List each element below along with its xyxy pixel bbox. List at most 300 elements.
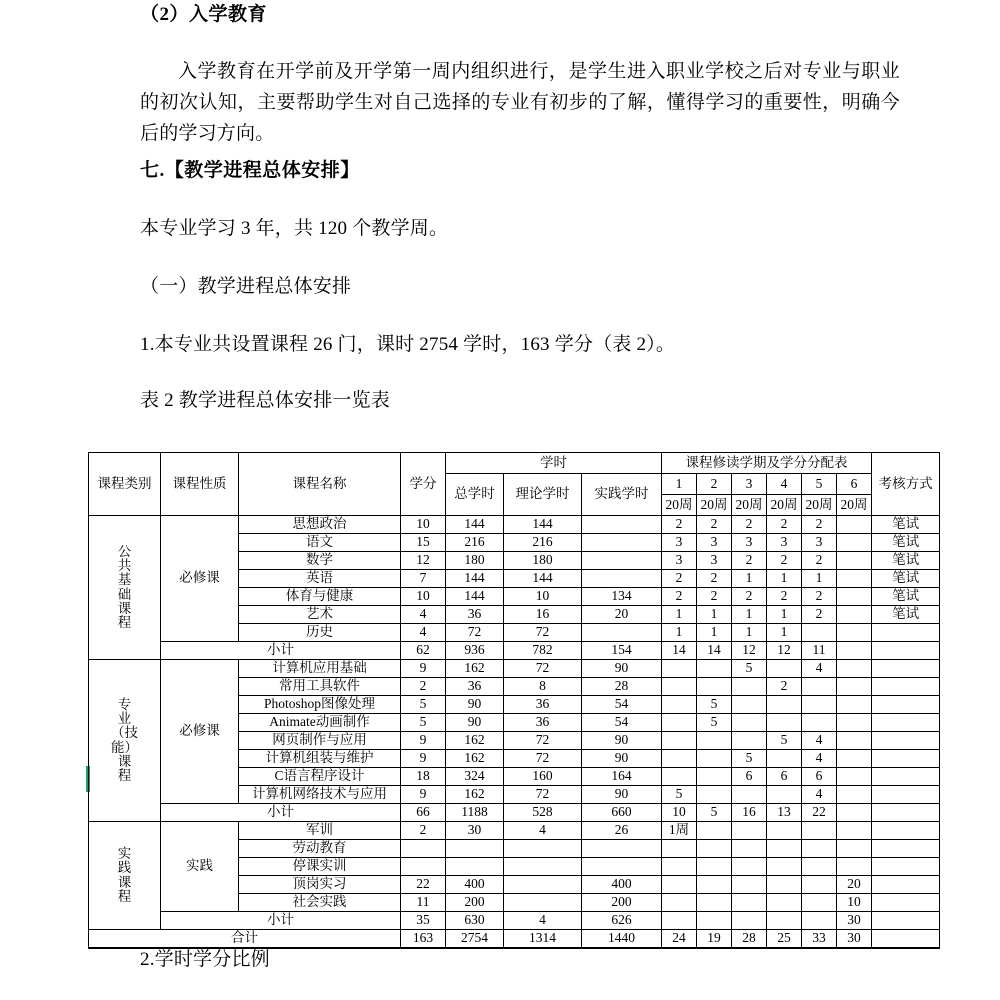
cell-subtotal-theory-hours: 782 xyxy=(504,642,582,660)
cell-semester-5: 4 xyxy=(802,660,837,678)
cell-subtotal-practice-hours: 660 xyxy=(582,804,662,822)
cell-semester-3 xyxy=(732,894,767,912)
cell-assessment: 笔试 xyxy=(872,606,940,624)
cell-credits: 5 xyxy=(401,714,446,732)
cell-semester-6 xyxy=(837,570,872,588)
cell-course-name: 计算机应用基础 xyxy=(239,660,401,678)
cell-semester-1 xyxy=(662,714,697,732)
cell-theory-hours xyxy=(504,876,582,894)
header-weeks-1: 20周 xyxy=(662,495,697,516)
cell-semester-2: 3 xyxy=(697,552,732,570)
cell-total-hours: 162 xyxy=(446,732,504,750)
cell-semester-2: 5 xyxy=(697,696,732,714)
cell-assessment xyxy=(872,624,940,642)
cell-course-name: Animate动画制作 xyxy=(239,714,401,732)
cell-semester-5 xyxy=(802,822,837,840)
cell-subtotal-credits: 35 xyxy=(401,912,446,930)
cell-semester-6 xyxy=(837,678,872,696)
cell-semester-1 xyxy=(662,660,697,678)
cell-total-hours: 216 xyxy=(446,534,504,552)
cell-theory-hours: 36 xyxy=(504,696,582,714)
cell-semester-1: 2 xyxy=(662,588,697,606)
cell-credits: 15 xyxy=(401,534,446,552)
cell-credits: 7 xyxy=(401,570,446,588)
cell-assessment xyxy=(872,876,940,894)
header-nature: 课程性质 xyxy=(161,453,239,516)
cell-semester-5: 2 xyxy=(802,588,837,606)
cell-credits: 9 xyxy=(401,786,446,804)
cell-theory-hours: 144 xyxy=(504,516,582,534)
table-caption: 表 2 教学进程总体安排一览表 xyxy=(140,390,391,411)
cell-category: 公 共 基 础 课 程 xyxy=(89,516,161,660)
cell-semester-1 xyxy=(662,876,697,894)
cell-semester-2: 1 xyxy=(697,606,732,624)
cell-semester-6 xyxy=(837,714,872,732)
cell-theory-hours: 180 xyxy=(504,552,582,570)
cell-semester-1: 2 xyxy=(662,516,697,534)
cell-semester-3 xyxy=(732,858,767,876)
cell-course-name: 数学 xyxy=(239,552,401,570)
cell-semester-6 xyxy=(837,840,872,858)
cell-semester-4: 2 xyxy=(767,588,802,606)
cell-semester-3 xyxy=(732,678,767,696)
cell-assessment xyxy=(872,822,940,840)
header-weeks-6: 20周 xyxy=(837,495,872,516)
cell-semester-3 xyxy=(732,876,767,894)
header-semester-5: 5 xyxy=(802,474,837,495)
cell-assessment xyxy=(872,714,940,732)
cell-assessment xyxy=(872,660,940,678)
cell-course-name: 语文 xyxy=(239,534,401,552)
cell-subtotal-semester-4 xyxy=(767,912,802,930)
cell-total-hours xyxy=(446,840,504,858)
header-practice-hours: 实践学时 xyxy=(582,474,662,516)
cell-practice-hours: 90 xyxy=(582,786,662,804)
cell-practice-hours: 28 xyxy=(582,678,662,696)
cell-semester-2 xyxy=(697,876,732,894)
cell-semester-2 xyxy=(697,768,732,786)
cell-semester-6 xyxy=(837,624,872,642)
cell-semester-5 xyxy=(802,714,837,732)
cell-semester-1 xyxy=(662,858,697,876)
cell-semester-4 xyxy=(767,840,802,858)
cell-theory-hours: 72 xyxy=(504,732,582,750)
cell-semester-4 xyxy=(767,894,802,912)
course-count-line: 1.本专业共设置课程 26 门，课时 2754 学时，163 学分（表 2）。 xyxy=(140,334,676,355)
cell-subtotal-semester-6: 30 xyxy=(837,912,872,930)
cell-subtotal-semester-1 xyxy=(662,912,697,930)
header-semester-3: 3 xyxy=(732,474,767,495)
cell-credits: 11 xyxy=(401,894,446,912)
cell-semester-4: 2 xyxy=(767,552,802,570)
cell-total-hours: 72 xyxy=(446,624,504,642)
cell-theory-hours xyxy=(504,840,582,858)
cell-practice-hours: 90 xyxy=(582,750,662,768)
cell-practice-hours: 134 xyxy=(582,588,662,606)
cell-subtotal-assessment xyxy=(872,912,940,930)
cell-course-name: 顶岗实习 xyxy=(239,876,401,894)
cell-assessment xyxy=(872,894,940,912)
cell-theory-hours xyxy=(504,858,582,876)
cell-semester-4 xyxy=(767,696,802,714)
cell-practice-hours xyxy=(582,552,662,570)
cell-semester-3 xyxy=(732,786,767,804)
cell-total-semester-2: 19 xyxy=(697,930,732,949)
header-weeks-4: 20周 xyxy=(767,495,802,516)
header-theory-hours: 理论学时 xyxy=(504,474,582,516)
cell-total-hours: 324 xyxy=(446,768,504,786)
cell-theory-hours: 72 xyxy=(504,750,582,768)
cell-subtotal-semester-4: 13 xyxy=(767,804,802,822)
cell-practice-hours xyxy=(582,570,662,588)
chapter-heading: 七.【教学进程总体安排】 xyxy=(140,160,360,181)
cell-subtotal-semester-2: 14 xyxy=(697,642,732,660)
cell-total-hours: 144 xyxy=(446,570,504,588)
table-header xyxy=(89,453,940,516)
cell-theory-hours: 72 xyxy=(504,786,582,804)
cell-semester-5: 2 xyxy=(802,552,837,570)
cell-semester-4 xyxy=(767,750,802,768)
cell-semester-1: 3 xyxy=(662,534,697,552)
cell-semester-1 xyxy=(662,696,697,714)
subtotal-row xyxy=(89,912,940,930)
cell-subtotal-label: 小计 xyxy=(161,804,401,822)
cell-practice-hours xyxy=(582,858,662,876)
cell-total-hours: 400 xyxy=(446,876,504,894)
cell-total-hours: 90 xyxy=(446,714,504,732)
cell-semester-1 xyxy=(662,732,697,750)
cell-semester-1: 1周 xyxy=(662,822,697,840)
cell-semester-1 xyxy=(662,768,697,786)
cell-semester-3 xyxy=(732,840,767,858)
cell-credits: 4 xyxy=(401,624,446,642)
section-paragraph: 入学教育在开学前及开学第一周内组织进行，是学生进入职业学校之后对专业与职业的初次认知，主要帮助学生对自己选择的专业有初步的了解，懂得学习的重要性，明确今后的学习方向。 xyxy=(140,61,900,144)
cell-practice-hours: 54 xyxy=(582,714,662,732)
cell-semester-5: 4 xyxy=(802,732,837,750)
cell-course-name: 网页制作与应用 xyxy=(239,732,401,750)
cell-practice-hours: 200 xyxy=(582,894,662,912)
cell-semester-6 xyxy=(837,858,872,876)
cell-course-name: 社会实践 xyxy=(239,894,401,912)
cell-subtotal-semester-5 xyxy=(802,912,837,930)
cell-semester-2: 5 xyxy=(697,714,732,732)
cell-subtotal-total-hours: 936 xyxy=(446,642,504,660)
cell-total-hours: 144 xyxy=(446,588,504,606)
cell-semester-4: 2 xyxy=(767,678,802,696)
cell-practice-hours: 164 xyxy=(582,768,662,786)
cell-semester-4: 2 xyxy=(767,516,802,534)
cell-semester-3: 1 xyxy=(732,570,767,588)
cell-total-theory-hours: 1314 xyxy=(504,930,582,949)
cell-total-hours: 162 xyxy=(446,786,504,804)
cell-semester-5: 4 xyxy=(802,786,837,804)
cell-course-name: 英语 xyxy=(239,570,401,588)
cell-semester-5 xyxy=(802,678,837,696)
cell-assessment xyxy=(872,786,940,804)
cell-assessment: 笔试 xyxy=(872,570,940,588)
header-semester-4: 4 xyxy=(767,474,802,495)
cell-assessment: 笔试 xyxy=(872,534,940,552)
cell-subtotal-assessment xyxy=(872,642,940,660)
header-semester-2: 2 xyxy=(697,474,732,495)
cell-nature: 必修课 xyxy=(161,516,239,642)
cell-semester-5 xyxy=(802,858,837,876)
cell-subtotal-semester-2: 5 xyxy=(697,804,732,822)
cell-semester-3: 2 xyxy=(732,516,767,534)
cell-semester-4: 1 xyxy=(767,624,802,642)
cell-theory-hours: 144 xyxy=(504,570,582,588)
cell-theory-hours xyxy=(504,894,582,912)
teaching-schedule-table xyxy=(88,452,940,949)
cell-semester-4 xyxy=(767,786,802,804)
cell-course-name: 历史 xyxy=(239,624,401,642)
cell-practice-hours: 90 xyxy=(582,732,662,750)
cell-subtotal-practice-hours: 626 xyxy=(582,912,662,930)
cell-credits: 22 xyxy=(401,876,446,894)
cell-semester-3 xyxy=(732,822,767,840)
cell-subtotal-semester-3: 16 xyxy=(732,804,767,822)
cell-semester-1: 2 xyxy=(662,570,697,588)
cell-semester-2 xyxy=(697,732,732,750)
cell-semester-6 xyxy=(837,606,872,624)
cell-theory-hours: 10 xyxy=(504,588,582,606)
cell-course-name: C语言程序设计 xyxy=(239,768,401,786)
cell-subtotal-semester-1: 10 xyxy=(662,804,697,822)
cell-subtotal-semester-4: 12 xyxy=(767,642,802,660)
cell-semester-4 xyxy=(767,858,802,876)
cell-semester-5 xyxy=(802,840,837,858)
cell-assessment xyxy=(872,858,940,876)
cell-semester-2 xyxy=(697,822,732,840)
cell-semester-3: 6 xyxy=(732,768,767,786)
cell-course-name: 常用工具软件 xyxy=(239,678,401,696)
cell-semester-3: 5 xyxy=(732,660,767,678)
cell-total-credits: 163 xyxy=(401,930,446,949)
cell-semester-4: 1 xyxy=(767,570,802,588)
header-category: 课程类别 xyxy=(89,453,161,516)
cell-semester-5 xyxy=(802,696,837,714)
cell-semester-2 xyxy=(697,786,732,804)
cell-practice-hours: 400 xyxy=(582,876,662,894)
cell-semester-3: 5 xyxy=(732,750,767,768)
cell-semester-2: 1 xyxy=(697,624,732,642)
cell-total-hours: 90 xyxy=(446,696,504,714)
cell-semester-1 xyxy=(662,840,697,858)
cell-course-name: 计算机网络技术与应用 xyxy=(239,786,401,804)
cell-total-hours: 200 xyxy=(446,894,504,912)
header-weeks-2: 20周 xyxy=(697,495,732,516)
cell-course-name: 劳动教育 xyxy=(239,840,401,858)
cell-semester-1: 3 xyxy=(662,552,697,570)
table-row xyxy=(89,822,940,840)
cell-semester-6: 10 xyxy=(837,894,872,912)
cell-semester-6 xyxy=(837,750,872,768)
cell-theory-hours: 36 xyxy=(504,714,582,732)
cell-subtotal-theory-hours: 528 xyxy=(504,804,582,822)
header-credits: 学分 xyxy=(401,453,446,516)
section-heading: （2）入学教育 xyxy=(140,4,268,25)
cell-subtotal-semester-3: 12 xyxy=(732,642,767,660)
cell-assessment: 笔试 xyxy=(872,588,940,606)
cell-credits: 4 xyxy=(401,606,446,624)
cell-semester-2 xyxy=(697,660,732,678)
cell-semester-6 xyxy=(837,534,872,552)
cell-semester-5: 3 xyxy=(802,534,837,552)
cell-practice-hours xyxy=(582,624,662,642)
cell-credits: 18 xyxy=(401,768,446,786)
subsection-heading: （一）教学进程总体安排 xyxy=(140,276,352,297)
cell-semester-3: 2 xyxy=(732,552,767,570)
header-weeks-3: 20周 xyxy=(732,495,767,516)
cell-semester-1 xyxy=(662,750,697,768)
cell-semester-3: 1 xyxy=(732,624,767,642)
cell-practice-hours: 26 xyxy=(582,822,662,840)
cell-semester-3 xyxy=(732,696,767,714)
cell-theory-hours: 72 xyxy=(504,624,582,642)
cell-subtotal-assessment xyxy=(872,804,940,822)
cell-nature: 必修课 xyxy=(161,660,239,804)
cell-total-total-hours: 2754 xyxy=(446,930,504,949)
cell-assessment xyxy=(872,732,940,750)
table-body xyxy=(89,516,940,949)
cell-semester-5 xyxy=(802,894,837,912)
cell-semester-6 xyxy=(837,552,872,570)
cell-nature: 实践 xyxy=(161,822,239,912)
cell-subtotal-label: 小计 xyxy=(161,912,401,930)
cell-semester-3 xyxy=(732,732,767,750)
cell-assessment xyxy=(872,768,940,786)
cell-semester-5: 1 xyxy=(802,570,837,588)
header-weeks-5: 20周 xyxy=(802,495,837,516)
cell-subtotal-semester-6 xyxy=(837,804,872,822)
cell-assessment xyxy=(872,750,940,768)
header-semester-6: 6 xyxy=(837,474,872,495)
cell-course-name: Photoshop图像处理 xyxy=(239,696,401,714)
subtotal-row xyxy=(89,642,940,660)
cell-course-name: 体育与健康 xyxy=(239,588,401,606)
cell-theory-hours: 4 xyxy=(504,822,582,840)
cell-subtotal-total-hours: 630 xyxy=(446,912,504,930)
cell-assessment xyxy=(872,678,940,696)
cell-total-hours: 36 xyxy=(446,678,504,696)
cell-subtotal-theory-hours: 4 xyxy=(504,912,582,930)
cell-total-hours: 36 xyxy=(446,606,504,624)
cell-credits: 10 xyxy=(401,588,446,606)
cell-semester-1: 5 xyxy=(662,786,697,804)
cell-credits xyxy=(401,858,446,876)
cell-total-hours: 144 xyxy=(446,516,504,534)
table-row xyxy=(89,660,940,678)
cell-theory-hours: 16 xyxy=(504,606,582,624)
header-semester-1: 1 xyxy=(662,474,697,495)
cell-category: 实 践 课 程 xyxy=(89,822,161,930)
header-semester-group: 课程修读学期及学分分配表 xyxy=(662,453,872,474)
cell-credits: 5 xyxy=(401,696,446,714)
cell-practice-hours xyxy=(582,516,662,534)
cell-semester-2: 2 xyxy=(697,516,732,534)
cell-semester-4: 5 xyxy=(767,732,802,750)
cell-course-name: 计算机组装与维护 xyxy=(239,750,401,768)
cell-credits: 10 xyxy=(401,516,446,534)
cell-subtotal-credits: 62 xyxy=(401,642,446,660)
cell-subtotal-semester-1: 14 xyxy=(662,642,697,660)
cell-semester-4 xyxy=(767,822,802,840)
cell-semester-2 xyxy=(697,750,732,768)
cell-semester-4 xyxy=(767,714,802,732)
cell-semester-2: 2 xyxy=(697,588,732,606)
cell-semester-3: 1 xyxy=(732,606,767,624)
cell-subtotal-total-hours: 1188 xyxy=(446,804,504,822)
cell-category: 专 业 （技 能） 课 程 xyxy=(89,660,161,822)
cell-course-name: 艺术 xyxy=(239,606,401,624)
schedule-table-wrap xyxy=(88,452,933,949)
cell-subtotal-credits: 66 xyxy=(401,804,446,822)
cell-practice-hours: 20 xyxy=(582,606,662,624)
header-assessment: 考核方式 xyxy=(872,453,940,516)
cell-practice-hours xyxy=(582,840,662,858)
cell-semester-5 xyxy=(802,624,837,642)
cell-subtotal-semester-5: 22 xyxy=(802,804,837,822)
cell-assessment: 笔试 xyxy=(872,552,940,570)
cell-practice-hours xyxy=(582,534,662,552)
cell-total-hours: 180 xyxy=(446,552,504,570)
cell-semester-2 xyxy=(697,678,732,696)
cell-credits: 2 xyxy=(401,822,446,840)
cell-total-hours: 30 xyxy=(446,822,504,840)
cell-semester-2: 3 xyxy=(697,534,732,552)
cell-course-name: 停课实训 xyxy=(239,858,401,876)
cell-total-semester-5: 33 xyxy=(802,930,837,949)
cell-semester-6 xyxy=(837,732,872,750)
cell-semester-5: 4 xyxy=(802,750,837,768)
cell-total-hours: 162 xyxy=(446,750,504,768)
cell-total-semester-6: 30 xyxy=(837,930,872,949)
cell-credits: 9 xyxy=(401,660,446,678)
cell-semester-3: 3 xyxy=(732,534,767,552)
cell-semester-5: 2 xyxy=(802,516,837,534)
cell-semester-5: 2 xyxy=(802,606,837,624)
cell-semester-5 xyxy=(802,876,837,894)
cell-theory-hours: 216 xyxy=(504,534,582,552)
cell-semester-4 xyxy=(767,660,802,678)
cell-credits xyxy=(401,840,446,858)
cell-subtotal-practice-hours: 154 xyxy=(582,642,662,660)
cell-subtotal-semester-2 xyxy=(697,912,732,930)
cell-subtotal-semester-6 xyxy=(837,642,872,660)
cell-semester-4: 6 xyxy=(767,768,802,786)
cell-credits: 9 xyxy=(401,732,446,750)
cell-assessment: 笔试 xyxy=(872,516,940,534)
cell-subtotal-semester-3 xyxy=(732,912,767,930)
cell-total-semester-1: 24 xyxy=(662,930,697,949)
cell-total-hours xyxy=(446,858,504,876)
cell-semester-6 xyxy=(837,516,872,534)
cell-semester-6: 20 xyxy=(837,876,872,894)
cell-semester-6 xyxy=(837,768,872,786)
cell-credits: 2 xyxy=(401,678,446,696)
header-course-name: 课程名称 xyxy=(239,453,401,516)
cell-credits: 9 xyxy=(401,750,446,768)
subtotal-row xyxy=(89,804,940,822)
table-row xyxy=(89,516,940,534)
cell-subtotal-label: 小计 xyxy=(161,642,401,660)
cell-theory-hours: 8 xyxy=(504,678,582,696)
cell-semester-4: 1 xyxy=(767,606,802,624)
cell-total-semester-3: 28 xyxy=(732,930,767,949)
cell-assessment xyxy=(872,696,940,714)
cell-semester-6 xyxy=(837,786,872,804)
cell-course-name: 军训 xyxy=(239,822,401,840)
